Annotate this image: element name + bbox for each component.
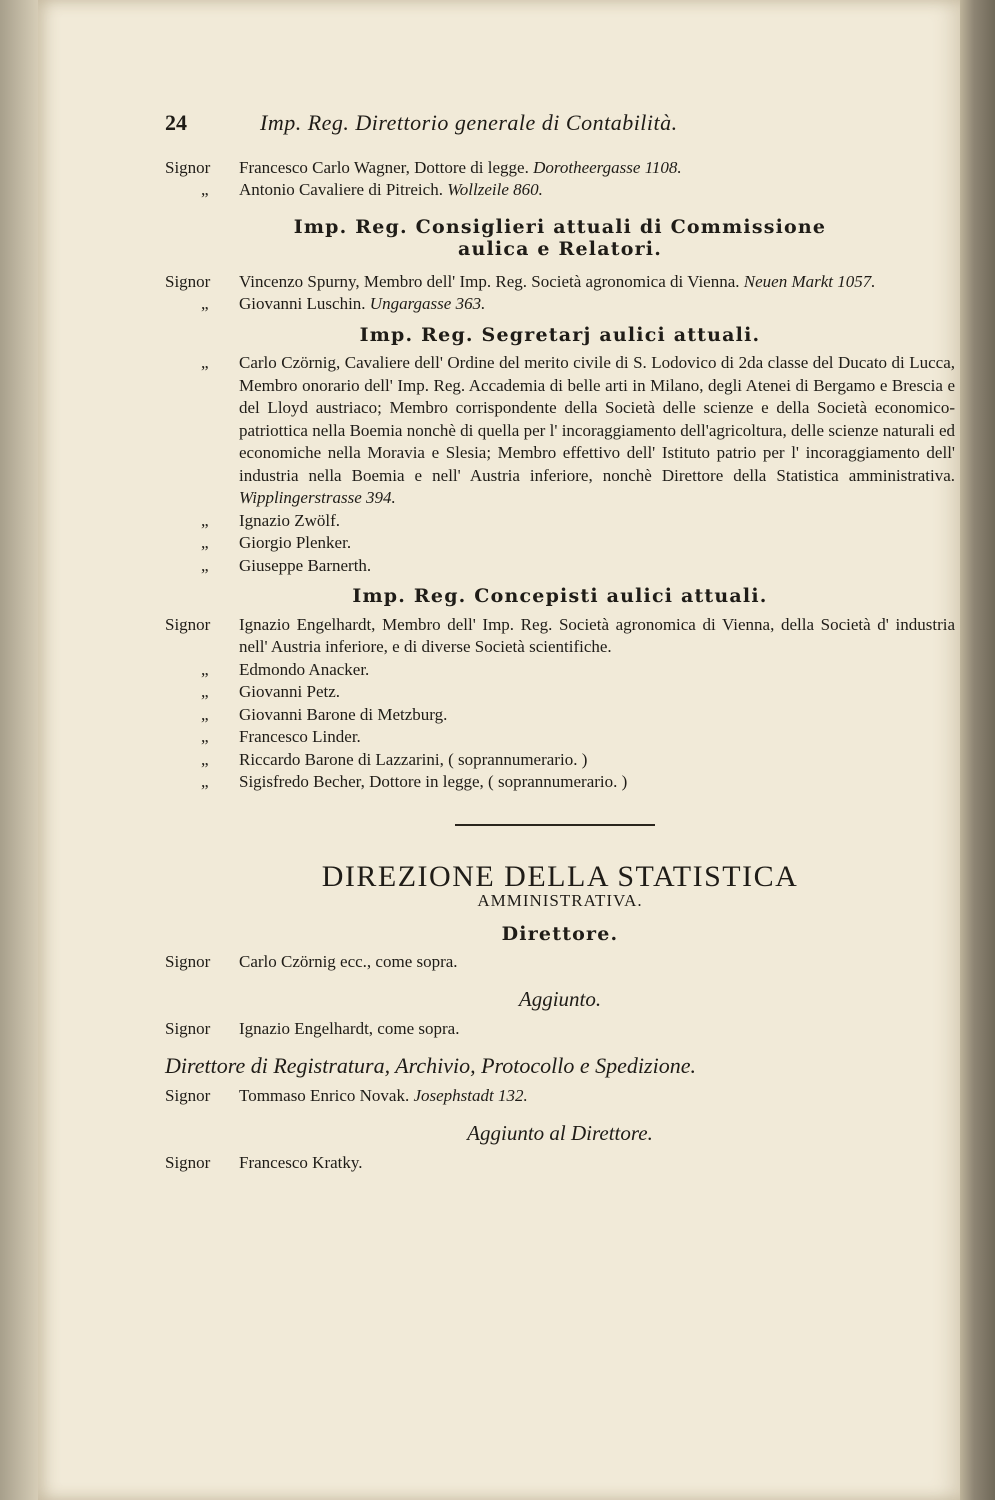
entry-address: Josephstadt 132. xyxy=(413,1086,528,1105)
entry-label: „ xyxy=(201,772,209,791)
list-item xyxy=(165,510,955,533)
list-item xyxy=(165,352,955,510)
entry-label: Signor xyxy=(165,1086,211,1105)
entry-label: „ xyxy=(201,180,209,199)
entry-label: „ xyxy=(201,659,209,679)
entry-text: Giuseppe Barnerth. xyxy=(239,555,372,575)
entry-address: Wollzeile 860. xyxy=(447,180,543,199)
divider xyxy=(455,824,655,826)
entry-label: Signor xyxy=(165,157,211,177)
entry-text: Ignazio Engelhardt, Membro dell' Imp. Reg. Società agronomica di Vienna, della Società d' industria nell' Austria inferiore, e di diverse Società scientifiche. xyxy=(239,614,955,656)
entry-address: Ungargasse 363. xyxy=(369,294,486,313)
subsection-heading: Direttore di Registratura, Archivio, Protocollo e Spedizione. xyxy=(165,1052,696,1078)
entry-label: „ xyxy=(201,727,209,746)
entry-text: Francesco Carlo Wagner, Dottore di legge. xyxy=(239,157,529,177)
section-heading: Imp. Reg. Concepisti aulici attuali. xyxy=(352,585,768,607)
entry-address: Wipplingerstrasse 394. xyxy=(239,488,396,507)
entry-text: Francesco Linder. xyxy=(239,727,361,746)
entry-text: Riccardo Barone di Lazzarini, ( soprannumerario. ) xyxy=(239,749,588,769)
section-title: DIREZIONE DELLA STATISTICA xyxy=(321,859,799,893)
entry-address: Dorotheergasse 1108. xyxy=(533,157,682,177)
entry-text: Giovanni Luschin. xyxy=(239,294,366,313)
entry-label: Signor xyxy=(165,1153,211,1172)
entry-text: Giorgio Plenker. xyxy=(239,533,352,552)
section-heading: Imp. Reg. Segretarj aulici attuali. xyxy=(359,323,761,346)
entry-label: „ xyxy=(201,533,209,552)
list-item xyxy=(165,659,955,682)
list-item xyxy=(165,951,955,974)
section-heading: Imp. Reg. Consiglieri attuali di Commissione xyxy=(293,215,827,238)
running-title: Imp. Reg. Direttorio generale di Contabilità. xyxy=(260,110,678,135)
list-item xyxy=(165,1152,955,1175)
entry-text: Francesco Kratky. xyxy=(239,1153,363,1172)
entry-label: „ xyxy=(201,704,209,724)
list-item xyxy=(165,1085,955,1108)
entry-text: Ignazio Engelhardt, come sopra. xyxy=(239,1019,460,1038)
list-item xyxy=(165,293,955,316)
page-gutter xyxy=(0,0,38,1500)
entry-label: Signor xyxy=(165,952,211,971)
entry-text: Vincenzo Spurny, Membro dell' Imp. Reg. Società agronomica di Vienna. xyxy=(239,271,740,291)
list-item xyxy=(165,179,955,202)
page-content xyxy=(165,112,955,1175)
list-item xyxy=(165,271,955,294)
list-item xyxy=(165,704,955,727)
subsection-heading: Direttore. xyxy=(501,922,619,945)
entry-text: Giovanni Petz. xyxy=(239,682,341,701)
entry-text: Antonio Cavaliere di Pitreich. xyxy=(239,180,443,199)
running-header xyxy=(165,112,955,135)
list-item xyxy=(165,157,955,180)
subsection-heading: Aggiunto al Direttore. xyxy=(467,1120,653,1145)
entry-text: Tommaso Enrico Novak. xyxy=(239,1086,410,1105)
page-edge xyxy=(960,0,995,1500)
list-item xyxy=(165,1018,955,1041)
entry-label: „ xyxy=(201,294,209,313)
entry-text: Sigisfredo Becher, Dottore in legge, ( soprannumerario. ) xyxy=(239,772,628,791)
entry-label: „ xyxy=(201,749,209,769)
list-item xyxy=(165,681,955,704)
subsection-heading: Aggiunto. xyxy=(518,986,602,1011)
entry-label: „ xyxy=(201,682,209,701)
section-heading-cont: aulica e Relatori. xyxy=(457,238,663,260)
list-item xyxy=(165,532,955,555)
list-item xyxy=(165,771,955,794)
entry-label: Signor xyxy=(165,271,211,291)
entry-text: Carlo Czörnig, Cavaliere dell' Ordine del merito civile di S. Lodovico di 2da classe del Ducato di Lucca, Membro onorario dell' Imp. Reg. Accademia di belle arti in Milano, degli Atenei di Bergamo e Brescia e del Lloyd austriaco; Membro corrispondente della Società delle scienze e della Società economico-patriottica nella Boemia nonchè di quella per l' incoraggiamento dell'agricoltura, delle scienze naturali ed economiche nella Moravia e Slesia; Membro effettivo dell' Istituto patrio per l' incoraggiamento dell' industria nella Boemia e nell' Austria inferiore, nonchè Direttore della Statistica amministrativa. xyxy=(239,353,955,485)
section-subtitle: AMMINISTRATIVA. xyxy=(477,891,643,910)
entry-label: „ xyxy=(201,353,209,372)
entry-text: Giovanni Barone di Metzburg. xyxy=(239,704,448,724)
entry-label: „ xyxy=(201,510,209,530)
entry-label: „ xyxy=(201,555,209,575)
entry-label: Signor xyxy=(165,1019,211,1038)
page-number: 24 xyxy=(165,110,187,135)
entry-label: Signor xyxy=(165,614,211,634)
entry-text: Ignazio Zwölf. xyxy=(239,510,341,530)
list-item xyxy=(165,614,955,659)
entry-address: Neuen Markt 1057. xyxy=(743,271,876,291)
list-item xyxy=(165,555,955,578)
list-item xyxy=(165,726,955,749)
entry-text: Edmondo Anacker. xyxy=(239,659,370,679)
entry-text: Carlo Czörnig ecc., come sopra. xyxy=(239,952,458,971)
list-item xyxy=(165,749,955,772)
